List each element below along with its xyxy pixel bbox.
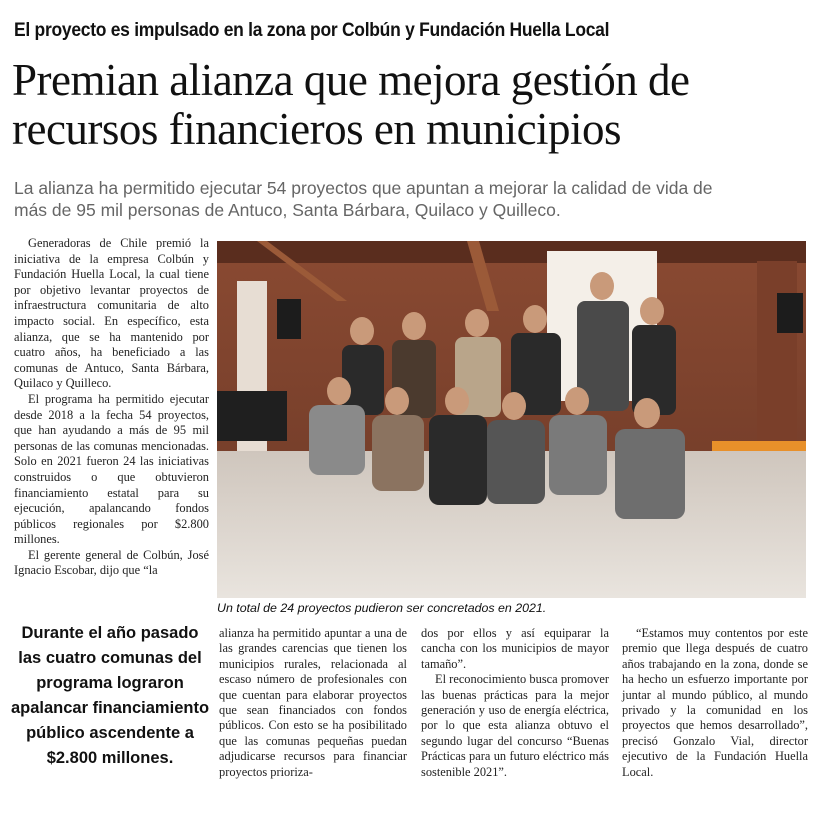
photo-caption: Un total de 24 proyectos pudieron ser concretados en 2021. <box>217 601 547 615</box>
body-paragraph: Generadoras de Chile premió la iniciativa de la empresa Colbún y Fundación Huella Local, la cual tiene por objetivo levantar proyectos de infraestructura comunitaria de alto impacto social. En específico, esta alianza, que se ha mantenido por cuatro años, ha beneficiado a las comunas de Antuco, Santa Bárbara, Quilaco y Quilleco. <box>14 236 209 391</box>
body-column-2 <box>219 626 407 780</box>
body-paragraph: dos por ellos y así equiparar la cancha con los municipios de mayor tamaño”. <box>421 626 609 671</box>
deck-line-1: La alianza ha permitido ejecutar 54 proyectos que apuntan a mejorar la calidad de vida de <box>14 178 713 198</box>
body-paragraph: alianza ha permitido apuntar a una de las grandes carencias que tienen los municipios rurales, relacionada al escaso número de profesionales con que cuentan para elaborar proyectos que sean financiados con fondos públicos. Con esto se ha posibilitado que las comunas pequeñas puedan adjudicarse recursos para financiar proyectos prioriza- <box>219 626 407 779</box>
kicker: El proyecto es impulsado en la zona por Colbún y Fundación Huella Local <box>14 20 610 41</box>
body-column-1 <box>14 236 209 579</box>
body-paragraph: El reconocimiento busca promover las buenas prácticas para la mejor generación y uso de energía eléctrica, por lo que esta alianza obtuvo el segundo lugar del concurso “Buenas Prácticas para un futuro eléctrico más sostenible 2021”. <box>421 672 609 779</box>
body-column-4 <box>622 626 808 780</box>
pull-quote: Durante el año pasado las cuatro comunas del programa lograron apalancar financiamiento público ascendente a $2.800 millones. <box>10 624 210 767</box>
headline-line-2: recursos financieros en municipios <box>12 104 622 154</box>
deck <box>14 177 814 221</box>
body-column-3 <box>421 626 609 780</box>
body-paragraph: “Estamos muy contentos por este premio que llega después de cuatro años trabajando en la zona, donde se ha hecho un esfuerzo importante por juntar al mundo público, al mundo privado y la comunidad en los proyectos que hemos desarrollado”, precisó Gonzalo Vial, director ejecutivo de la Fundación Huella Local. <box>622 626 808 779</box>
body-paragraph: El gerente general de Colbún, José Ignacio Escobar, dijo que “la <box>14 547 209 578</box>
deck-line-2: más de 95 mil personas de Antuco, Santa Bárbara, Quilaco y Quilleco. <box>14 200 561 220</box>
headline-line-1: Premian alianza que mejora gestión de <box>12 55 690 105</box>
group-photo <box>217 241 806 598</box>
headline <box>12 56 822 154</box>
body-paragraph: El programa ha permitido ejecutar desde 2018 a la fecha 54 proyectos, que han ayudando a más de 95 mil personas de las comunas mencionadas. Solo en 2021 fueron 24 las iniciativas construidos o que obtuvieron financiamiento estatal para su ejecución, apalancando fondos públicos regionales por $2.800 millones. <box>14 391 209 547</box>
